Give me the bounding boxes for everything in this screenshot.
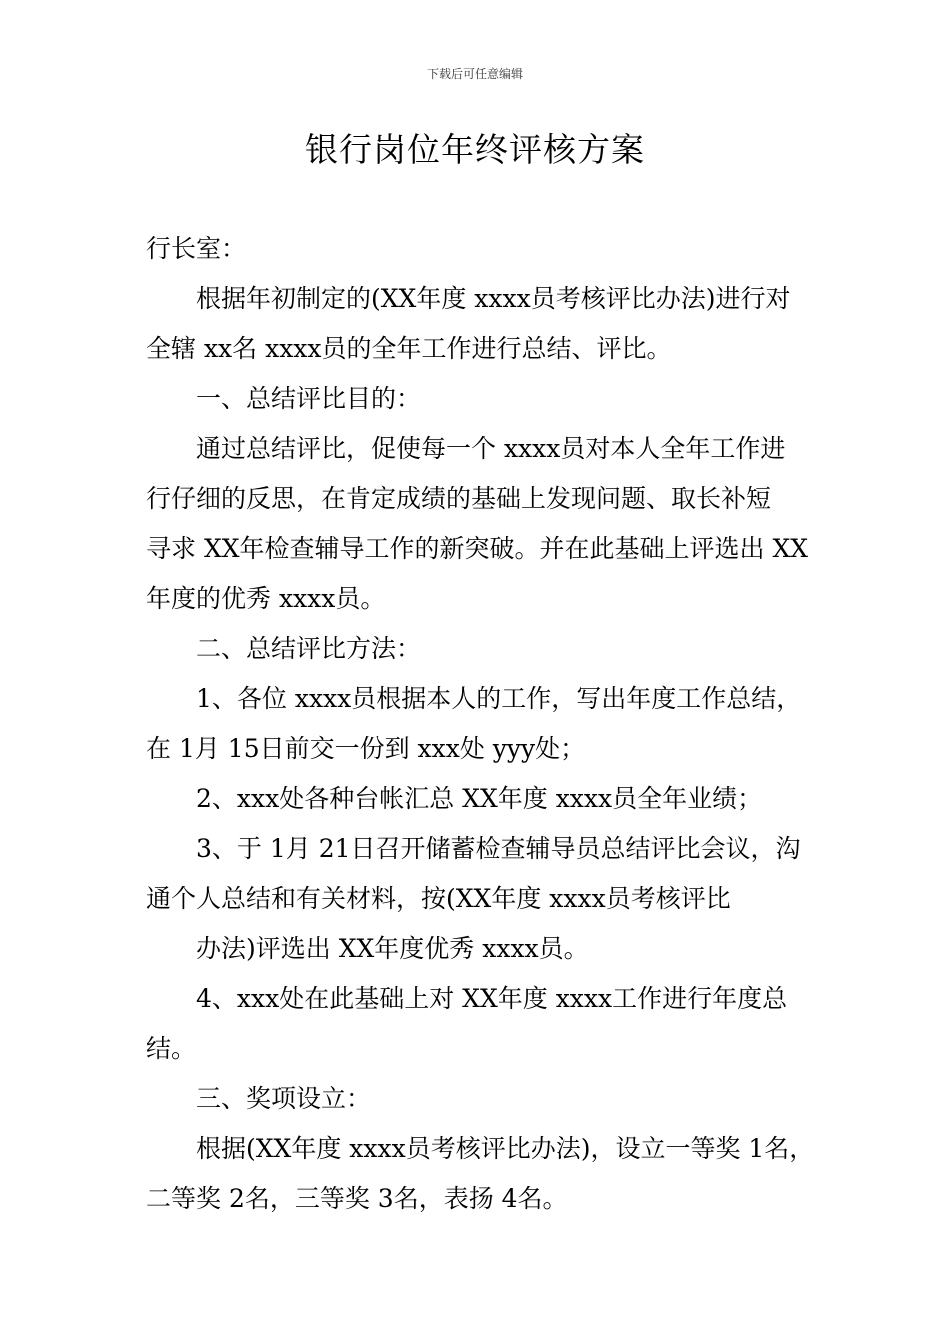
line-salutation: 行长室： — [146, 234, 247, 263]
line-intro-2: 全辖 xx名 xxxx员的全年工作进行总结、评比。 — [146, 334, 672, 363]
header-note: 下载后可任意编辑 — [426, 67, 523, 81]
line-method-3c: 办法)评选出 XX年度优秀 xxxx员。 — [196, 934, 589, 963]
line-purpose-1: 通过总结评比，促使每一个 xxxx员对本人全年工作进 — [196, 434, 786, 463]
section-heading-awards: 三、奖项设立： — [196, 1084, 372, 1113]
section-heading-method: 二、总结评比方法： — [196, 634, 422, 663]
line-method-1a: 1、各位 xxxx员根据本人的工作，写出年度工作总结， — [196, 684, 802, 713]
line-purpose-2: 行仔细的反思，在肯定成绩的基础上发现问题、取长补短 — [146, 484, 772, 513]
section-heading-purpose: 一、总结评比目的： — [196, 384, 422, 413]
line-method-2: 2、xxx处各种台帐汇总 XX年度 xxxx员全年业绩； — [196, 784, 763, 813]
line-method-4a: 4、xxx处在此基础上对 XX年度 xxxx工作进行年度总 — [196, 984, 788, 1013]
document-title: 银行岗位年终评核方案 — [305, 130, 645, 169]
line-method-3a: 3、于 1月 21日召开储蓄检查辅导员总结评比会议，沟 — [196, 834, 801, 863]
line-purpose-3: 寻求 XX年检查辅导工作的新突破。并在此基础上评选出 XX — [146, 534, 809, 563]
line-purpose-4: 年度的优秀 xxxx员。 — [146, 584, 386, 613]
line-method-4b: 结。 — [146, 1034, 197, 1063]
line-intro-1: 根据年初制定的(XX年度 xxxx员考核评比办法)进行对 — [196, 284, 791, 313]
line-awards-1: 根据(XX年度 xxxx员考核评比办法)，设立一等奖 1名， — [196, 1134, 815, 1163]
line-method-1b: 在 1月 15日前交一份到 xxx处 yyy处； — [146, 734, 586, 763]
line-awards-2: 二等奖 2名，三等奖 3名，表扬 4名。 — [146, 1184, 568, 1213]
line-method-3b: 通个人总结和有关材料，按(XX年度 xxxx员考核评比 — [146, 884, 731, 913]
